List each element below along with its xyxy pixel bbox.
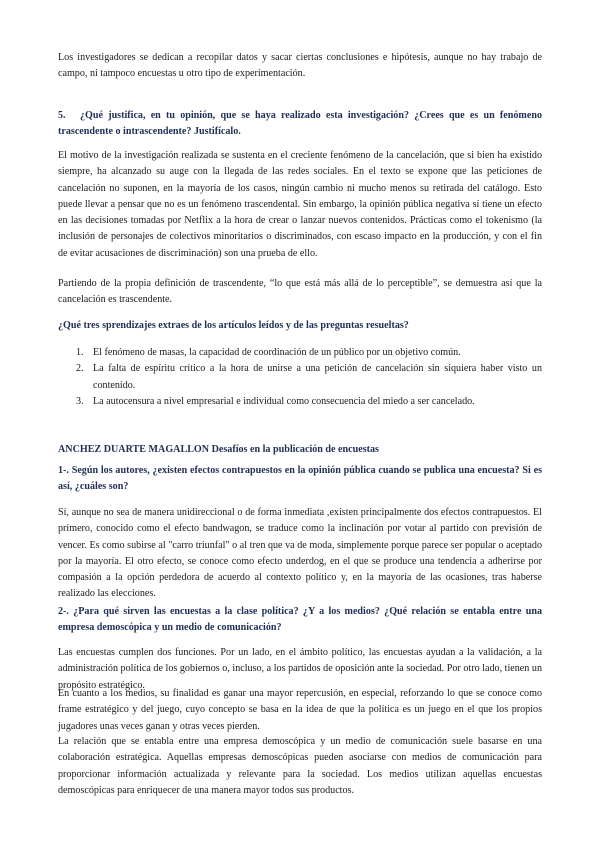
question-2-answer-1: Las encuestas cumplen dos funciones. Por un lado, en el ámbito político, las encuestas ayudan a la validación, a la administración política de los gobiernos o, incluso, a los partidos de oposición ante la sociedad. Por otro lado, tienen un propósito estratégico. — [58, 647, 542, 691]
question-1-answer: Sí, aunque no sea de manera unidireccional o de forma inmediata ,existen principalmente dos efectos contrapuestos. El primero, conocido como el efecto bandwagon, se traduce como la inclinación por votar al partido con previsión de vencer. Es como subirse al "carro triunfal" o al tren que va de moda, simplemente porque parece ser popular o aceptado por la mayoría. El otro efecto, se conoce como efecto underdog, en el que se produce una tendencia a adherirse por compasión a la opción perdedora de acuerdo al contexto político y, en la mayoría de las ocasiones, tras haberse realizado las elecciones. — [58, 507, 542, 600]
learnings-heading: ¿Qué tres sprendizajes extraes de los artículos leídos y de las preguntas resueltas? — [58, 320, 409, 331]
question-5-number: 5. — [58, 110, 66, 121]
question-5-text: ¿Qué justifica, en tu opinión, que se haya realizado esta investigación? ¿Crees que es un fenómeno trascendente o intrascendente? Justifícalo. — [58, 110, 542, 138]
section-title: ANCHEZ DUARTE MAGALLON Desafíos en la publicación de encuestas — [58, 444, 379, 455]
question-2-answer-3: La relación que se entabla entre una empresa demoscópica y un medio de comunicación suele basarse en una colaboración estratégica. Aquellas empresas demoscópicas pueden asociarse con medios de comunicación para proporcionar información actualizada y relevante para la sociedad. Los medios utilizan aquellas encuestas demoscópicas para enriquecer de una manera mayor todos sus productos. — [58, 736, 542, 796]
list-item: 2. La falta de espíritu crítico a la hora de unirse a una petición de cancelación sin siquiera haber visto un contenido. — [76, 363, 542, 391]
intro-paragraph: Los investigadores se dedican a recopilar datos y sacar ciertas conclusiones e hipótesis, aunque no hay trabajo de campo, ni tampoco encuestas u otro tipo de experimentación. — [58, 52, 542, 80]
question-2: 2-. ¿Para qué sirven las encuestas a la clase política? ¿Y a los medios? ¿Qué relación se entabla entre una empresa demoscópica y un medio de comunicación? — [58, 606, 542, 634]
question-5-answer-1: El motivo de la investigación realizada se sustenta en el creciente fenómeno de la cancelación, que si bien ha existido siempre, ha alcanzado su auge con la llegada de las redes sociales. En el texto se expone que las peticiones de cancelación no suponen, en la mayoría de los casos, ningún cambio ni mucho menos su retirada del catálogo. Esto puede llevar a pensar que no es un fenómeno trascendental. Sin embargo, la opinión pública negativa sí tiene un efecto en las decisiones tomadas por Netflix a la hora de crear o lanzar nuevos contenidos. Prácticas como el tokenismo (la inclusión de personajes de colectivos minoritarios o discriminados, con escaso impacto en la producción, y con el fin de evitar acusaciones de discriminación) son una prueba de ello. — [58, 150, 542, 259]
list-item: 1. El fenómeno de masas, la capacidad de coordinación de un público por un objetivo común. — [76, 347, 461, 358]
question-5-answer-2: Partiendo de la propia definición de trascendente, “lo que está más allá de lo perceptible”, se demuestra así que la cancelación es trascendente. — [58, 278, 542, 306]
question-1: 1-. Según los autores, ¿existen efectos contrapuestos en la opinión pública cuando se publica una encuesta? Si es así, ¿cuáles son? — [58, 465, 542, 493]
learnings-list — [58, 345, 542, 410]
list-item: 3. La autocensura a nivel empresarial e individual como consecuencia del miedo a ser cancelado. — [76, 395, 475, 407]
question-2-answer-2: En cuanto a los medios, su finalidad es ganar una mayor repercusión, en especial, reforzando lo que se conoce como frame estratégico y del juego, cuyo concepto se basa en la idea de que la política es un juego en el que los propios jugadores unas veces ganan y otras veces pierden. — [58, 688, 542, 732]
question-5 — [58, 108, 542, 141]
